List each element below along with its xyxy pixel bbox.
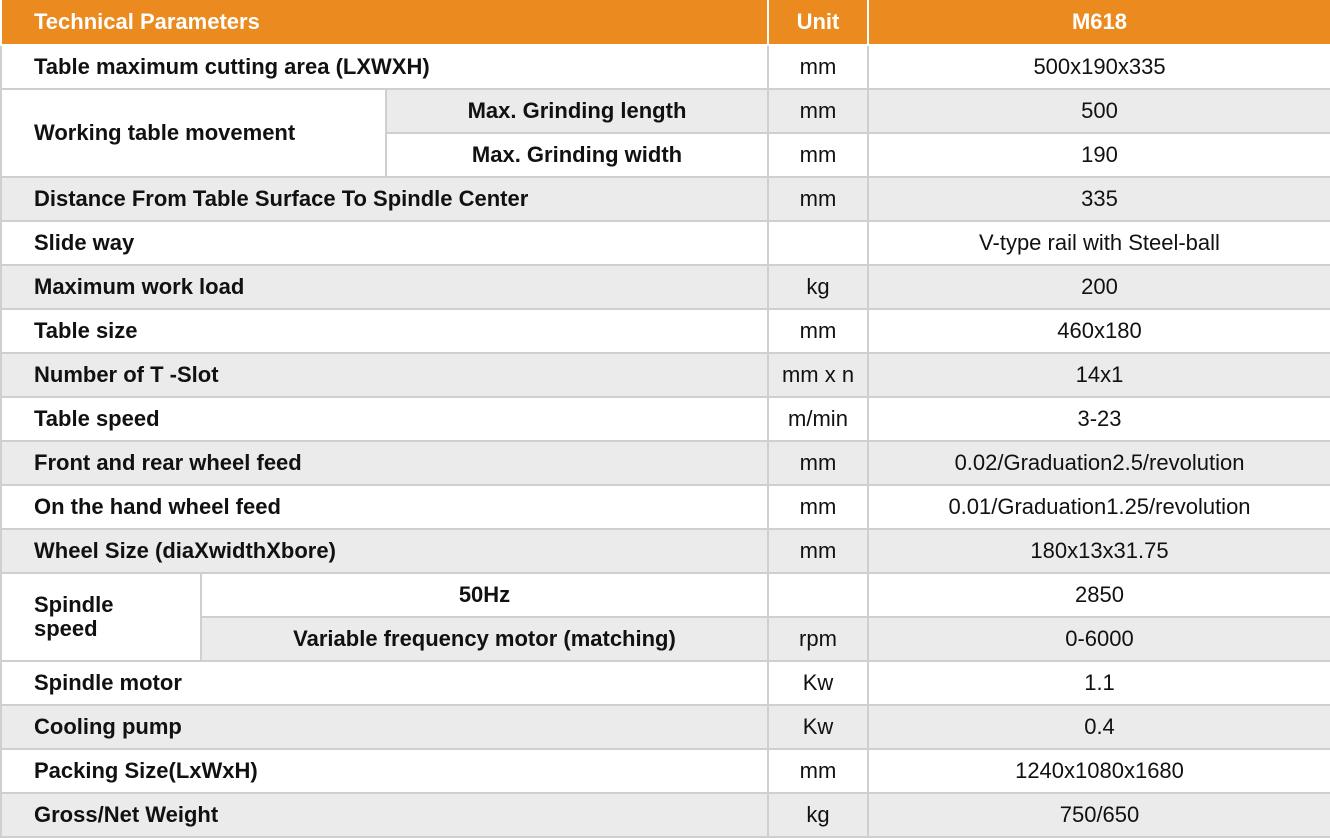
param-unit: rpm xyxy=(768,617,868,661)
param-label: Number of T -Slot xyxy=(1,353,768,397)
param-unit: mm xyxy=(768,529,868,573)
table-row xyxy=(1,397,1330,441)
param-unit: Kw xyxy=(768,705,868,749)
param-value: 180x13x31.75 xyxy=(868,529,1330,573)
param-sublabel: Variable frequency motor (matching) xyxy=(201,617,768,661)
param-label: Front and rear wheel feed xyxy=(1,441,768,485)
param-unit: mm xyxy=(768,309,868,353)
param-unit: kg xyxy=(768,265,868,309)
header-row xyxy=(1,0,1330,45)
table-row xyxy=(1,221,1330,265)
header-model: M618 xyxy=(868,0,1330,45)
table-row xyxy=(1,529,1330,573)
table-row xyxy=(1,441,1330,485)
param-value: 460x180 xyxy=(868,309,1330,353)
table-row xyxy=(1,573,1330,617)
param-value: 200 xyxy=(868,265,1330,309)
param-value: 335 xyxy=(868,177,1330,221)
param-unit: mm xyxy=(768,133,868,177)
param-unit: mm xyxy=(768,749,868,793)
param-label-line: Spindle xyxy=(34,592,114,617)
param-value: 3-23 xyxy=(868,397,1330,441)
param-unit: mm xyxy=(768,89,868,133)
table-row xyxy=(1,485,1330,529)
param-value: 1.1 xyxy=(868,661,1330,705)
param-unit: mm xyxy=(768,485,868,529)
param-label: Slide way xyxy=(1,221,768,265)
param-label: Gross/Net Weight xyxy=(1,793,768,837)
param-value: 0-6000 xyxy=(868,617,1330,661)
table-row xyxy=(1,617,1330,661)
param-value: 0.01/Graduation1.25/revolution xyxy=(868,485,1330,529)
param-unit xyxy=(768,221,868,265)
param-sublabel: Max. Grinding length xyxy=(386,89,768,133)
header-parameter: Technical Parameters xyxy=(1,0,768,45)
param-label: Spindle motor xyxy=(1,661,768,705)
param-value: 2850 xyxy=(868,573,1330,617)
param-value: 0.4 xyxy=(868,705,1330,749)
table-row xyxy=(1,749,1330,793)
table-row xyxy=(1,705,1330,749)
param-value: V-type rail with Steel-ball xyxy=(868,221,1330,265)
table-row xyxy=(1,309,1330,353)
param-unit: Kw xyxy=(768,661,868,705)
param-value: 0.02/Graduation2.5/revolution xyxy=(868,441,1330,485)
param-value: 500x190x335 xyxy=(868,45,1330,89)
param-label: Working table movement xyxy=(1,89,386,177)
header-unit: Unit xyxy=(768,0,868,45)
param-label: On the hand wheel feed xyxy=(1,485,768,529)
param-unit: m/min xyxy=(768,397,868,441)
param-label: Table maximum cutting area (LXWXH) xyxy=(1,45,768,89)
table-row xyxy=(1,177,1330,221)
param-label-line: speed xyxy=(34,616,98,641)
table-row xyxy=(1,793,1330,837)
param-value: 190 xyxy=(868,133,1330,177)
param-value: 750/650 xyxy=(868,793,1330,837)
param-label-spindle-speed xyxy=(1,573,201,661)
param-sublabel: 50Hz xyxy=(201,573,768,617)
param-label: Distance From Table Surface To Spindle Center xyxy=(1,177,768,221)
param-unit: mm xyxy=(768,177,868,221)
param-label: Maximum work load xyxy=(1,265,768,309)
param-label: Table speed xyxy=(1,397,768,441)
param-label: Packing Size(LxWxH) xyxy=(1,749,768,793)
table-row xyxy=(1,89,1330,133)
param-value: 500 xyxy=(868,89,1330,133)
table-row xyxy=(1,353,1330,397)
param-label: Table size xyxy=(1,309,768,353)
param-unit: kg xyxy=(768,793,868,837)
param-unit xyxy=(768,573,868,617)
param-unit: mm xyxy=(768,441,868,485)
param-unit: mm x n xyxy=(768,353,868,397)
table-row xyxy=(1,45,1330,89)
param-value: 1240x1080x1680 xyxy=(868,749,1330,793)
param-unit: mm xyxy=(768,45,868,89)
table-row xyxy=(1,265,1330,309)
table-row xyxy=(1,661,1330,705)
param-label: Cooling pump xyxy=(1,705,768,749)
param-label: Wheel Size (diaXwidthXbore) xyxy=(1,529,768,573)
param-sublabel: Max. Grinding width xyxy=(386,133,768,177)
param-value: 14x1 xyxy=(868,353,1330,397)
